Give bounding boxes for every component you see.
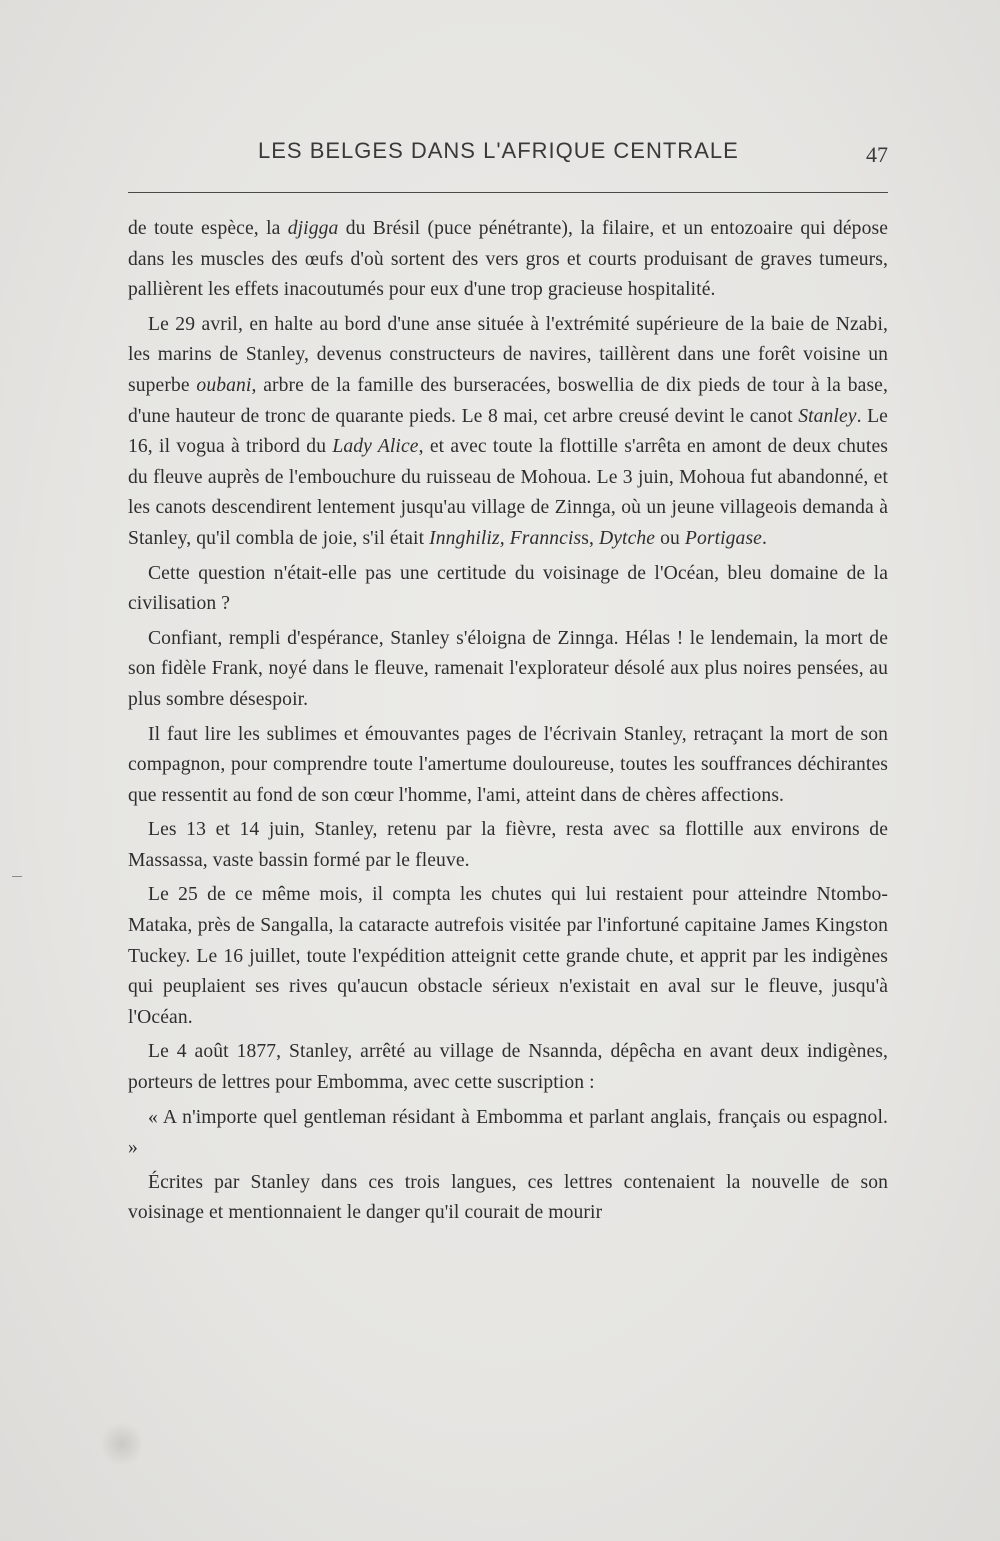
paragraph (128, 1168, 888, 1229)
text-run: , arbre de la famille des burseracées, boswellia de dix pieds de tour à la base, d'une hauteur de tronc de quarante pieds. Le 8 mai, cet arbre creusé devint le canot (128, 374, 888, 427)
italic-term: oubani (196, 374, 252, 396)
text-run: s, (581, 527, 599, 549)
paragraph (128, 559, 888, 620)
text-run: Le 29 avril, en halte au bord d'une anse située à l'extrémité supérieure de la baie de Nzabi, les marins de Stanley, devenus constructeurs de navires, taillèrent dans une forêt voisine un superbe (128, 313, 888, 396)
paragraph (128, 1037, 888, 1098)
page-number: 47 (866, 142, 888, 167)
running-head (128, 138, 888, 168)
text-run: Le 25 de ce même mois, il compta les chutes qui lui restaient pour atteindre Ntombo-Mataka, près de Sangalla, la cataracte autrefois visitée par l'infortuné capitaine James Kingston Tuckey. Le 16 juillet, toute l'expédition atteignit cette grande chute, et apprit par les indigènes qui peuplaient ses rives qu'aucun obstacle sérieux n'existait en aval sur le fleuve, jusqu'à l'Océan. (128, 884, 888, 1028)
text-run: Confiant, rempli d'espérance, Stanley s'éloigna de Zinnga. Hélas ! le lendemain, la mort de son fidèle Frank, noyé dans le fleuve, ramenait l'explorateur désolé aux plus noires pensées, au plus sombre désespoir. (128, 627, 888, 710)
text-run: . (761, 527, 767, 549)
italic-term: Portigase (684, 527, 762, 549)
body-text (128, 214, 888, 1229)
paragraph (128, 310, 888, 555)
paragraph (128, 624, 888, 716)
text-run: , et avec toute la flottille s'arrêta en amont de deux chutes du fleuve auprès de l'embouchure du ruisseau de Mohoua. Le 3 juin, Mohoua fut abandonné, et les canots descendirent lentement jusqu'au village de Zinnga, où un jeune villageois demanda à Stanley, qu'il combla de joie, s'il était (128, 436, 889, 549)
text-run: « A n'importe quel gentleman résidant à Embomma et parlant anglais, français ou espagnol. » (128, 1106, 888, 1159)
italic-term: Innghiliz, Franncis (429, 527, 582, 549)
italic-term: Stanley (798, 405, 857, 427)
margin-mark (12, 876, 22, 877)
text-run: . Le 16, il vogua à tribord du (128, 405, 888, 458)
text-run: de toute espèce, la (128, 218, 288, 239)
italic-term: Dytche (598, 527, 656, 549)
paragraph (128, 1103, 888, 1164)
text-run: Les 13 et 14 juin, Stanley, retenu par la fièvre, resta avec sa flottille aux environs de Massassa, vaste bassin formé par le fleuve. (128, 819, 888, 871)
italic-term: Lady Alice (332, 436, 419, 458)
header-rule (128, 192, 888, 193)
text-run: Écrites par Stanley dans ces trois langues, ces lettres contenaient la nouvelle de son voisinage et mentionnaient le danger qu'il courait de mourir (128, 1171, 888, 1224)
paragraph (128, 214, 888, 306)
running-title: LES BELGES DANS L'AFRIQUE CENTRALE (258, 138, 739, 163)
text-run: Le 4 août 1877, Stanley, arrêté au village de Nsannda, dépêcha en avant deux indigènes, porteurs de lettres pour Embomma, avec cette suscription : (128, 1041, 888, 1094)
page-smudge (102, 1420, 142, 1468)
text-run: du Brésil (puce pénétrante), la filaire, et un entozoaire qui dépose dans les muscles des œufs d'où sortent des vers gros et courts produisant de graves tumeurs, pallièrent les effets inacoutumés pour eux d'une trop gracieuse hospitalité. (128, 218, 888, 301)
italic-term: djigga (287, 218, 339, 239)
text-run: ou (655, 527, 685, 549)
paragraph (128, 720, 888, 812)
paragraph (128, 815, 888, 876)
text-run: Cette question n'était-elle pas une certitude du voisinage de l'Océan, bleu domaine de la civilisation ? (128, 562, 888, 615)
text-run: Il faut lire les sublimes et émouvantes pages de l'écrivain Stanley, retraçant la mort de son compagnon, pour comprendre toute l'amertume douloureuse, toutes les souffrances déchirantes que ressentit au fond de son cœur l'homme, l'ami, atteint dans de chères affections. (128, 723, 888, 806)
paragraph (128, 880, 888, 1033)
